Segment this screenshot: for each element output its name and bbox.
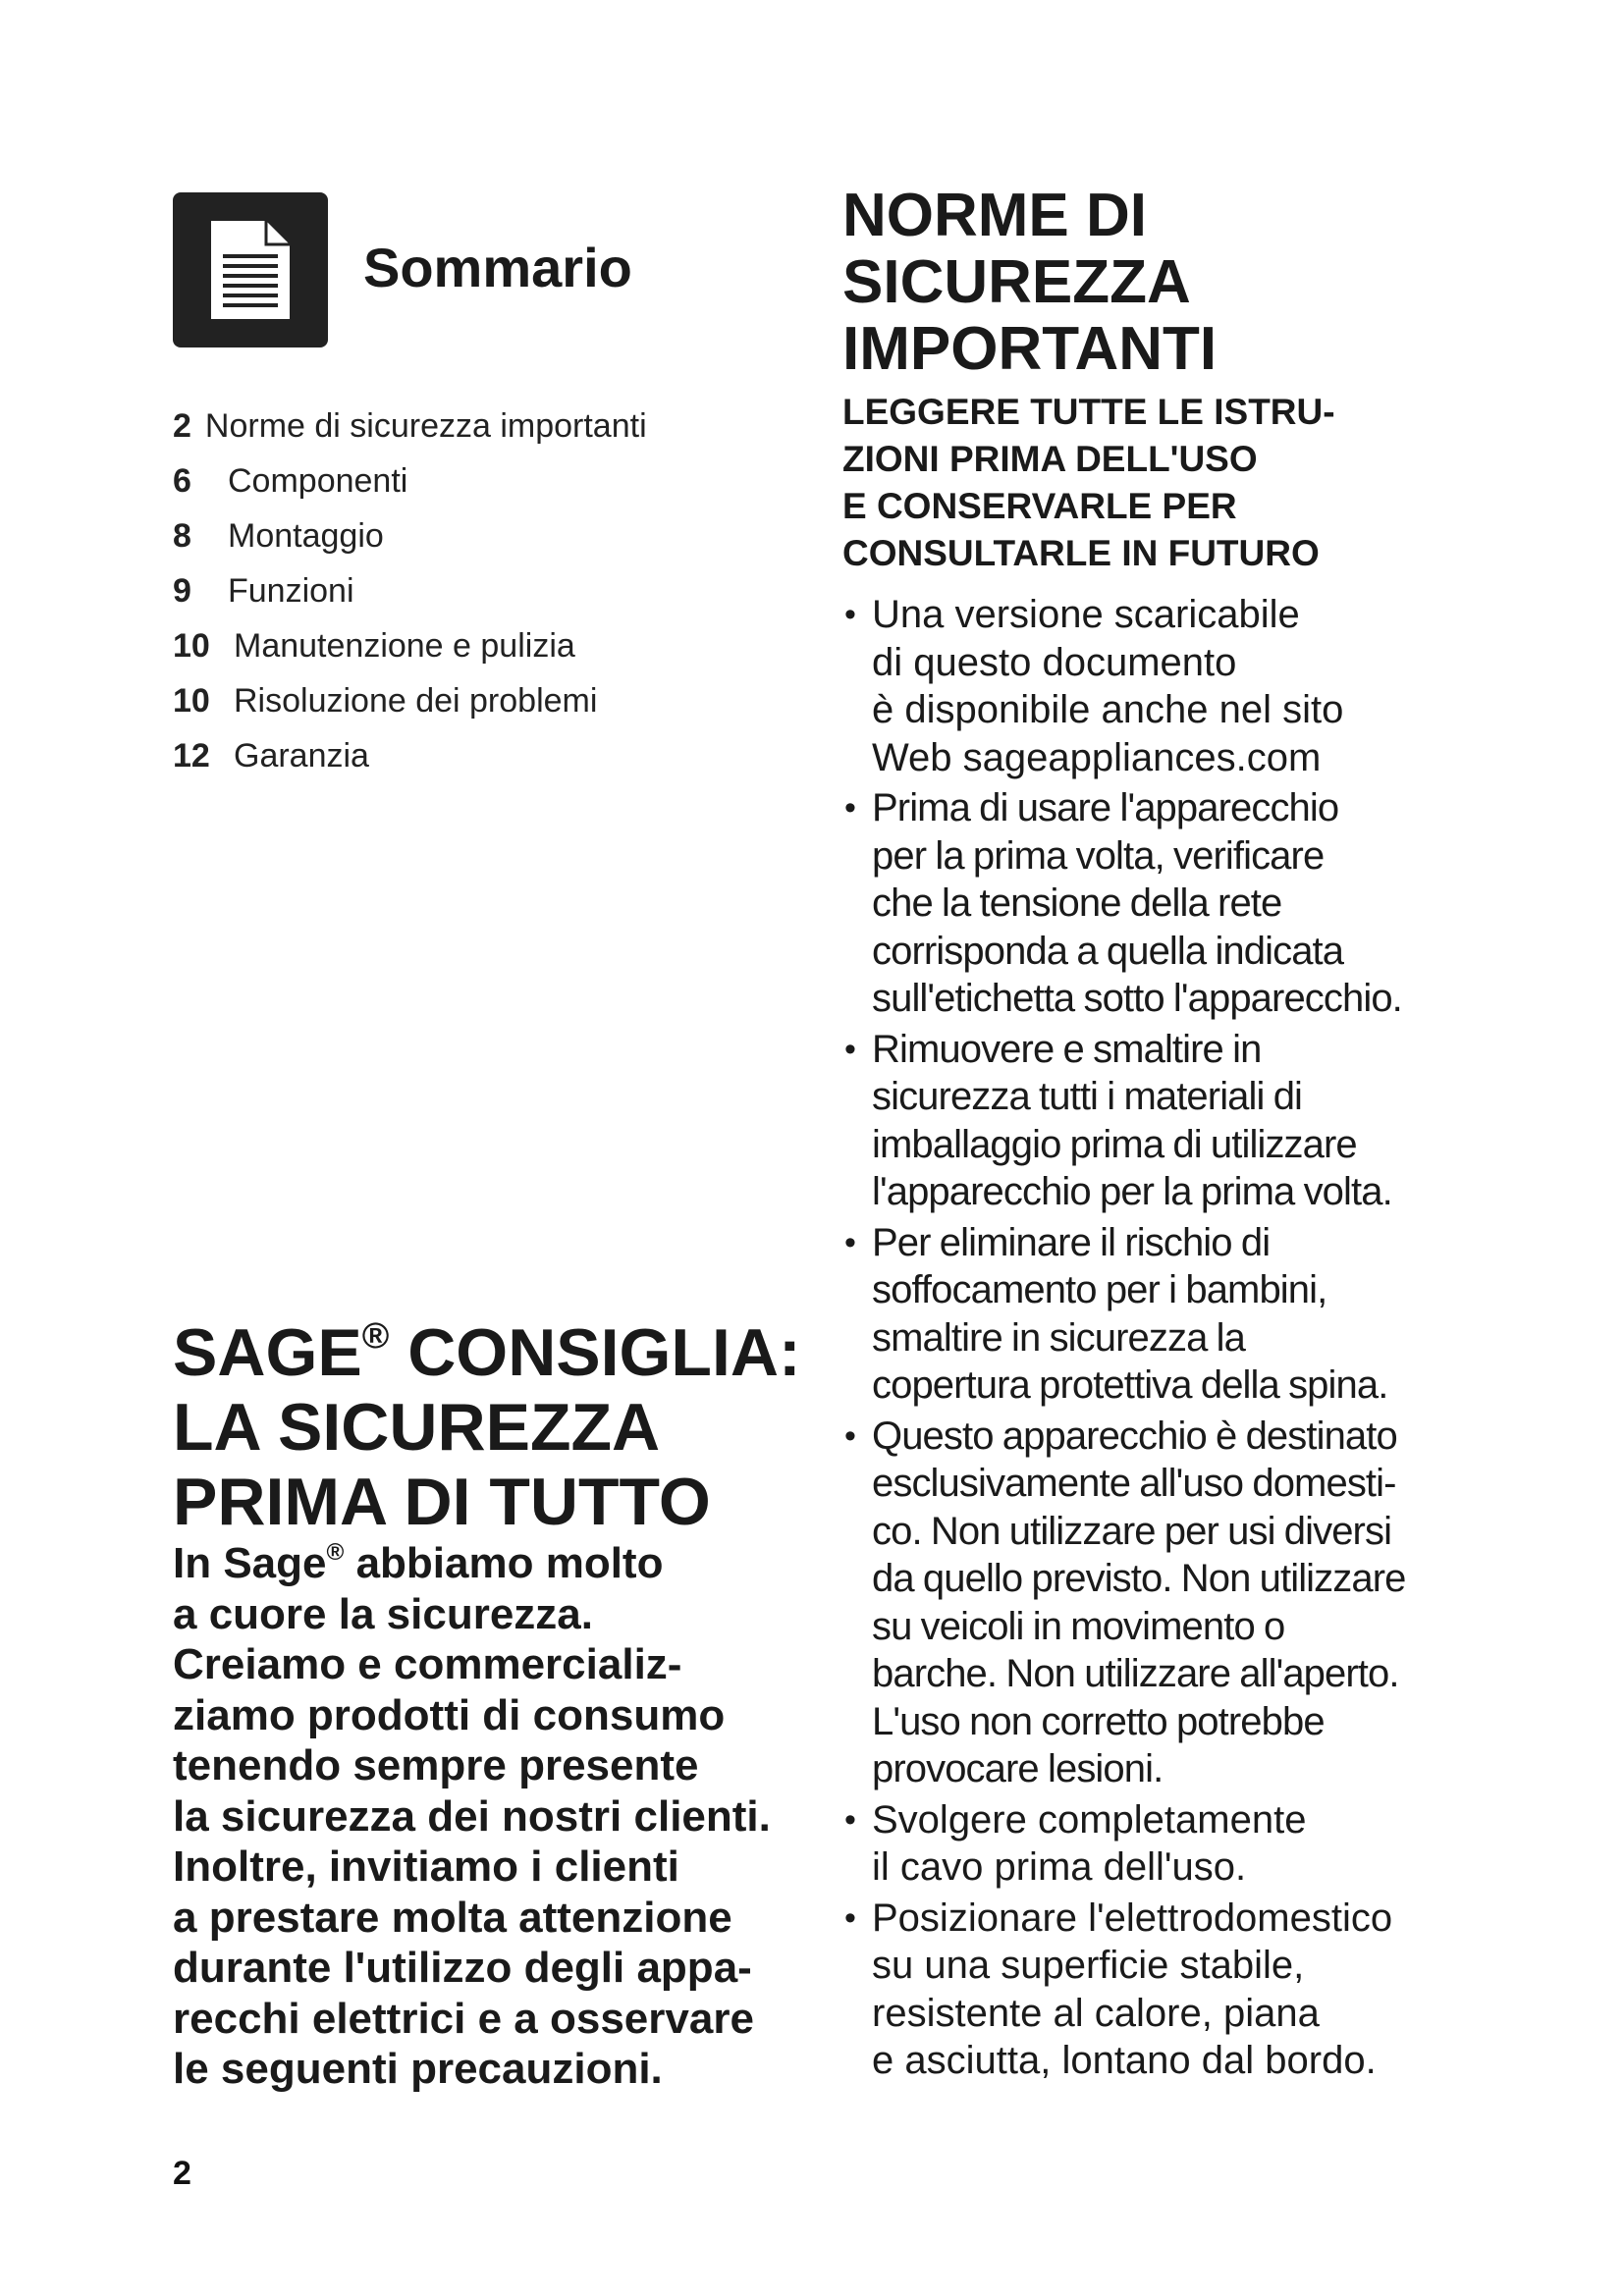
bullet-icon: • (844, 1416, 856, 1455)
bullet-line: Per eliminare il rischio di (872, 1220, 1271, 1264)
intro-text: In Sage (173, 1539, 327, 1587)
bullet-line: L'uso non corretto potrebbe (872, 1699, 1325, 1743)
intro-line: la sicurezza dei nostri clienti. (173, 1791, 771, 1841)
bullet-icon: • (844, 1898, 856, 1937)
bullet-line: Svolgere completamente (872, 1797, 1307, 1842)
bullet-line: l'apparecchio per la prima volta. (872, 1170, 1392, 1213)
toc-list (173, 399, 821, 783)
bullet-line: barche. Non utilizzare all'aperto. (872, 1652, 1399, 1695)
bullet-item (842, 784, 1490, 1023)
toc-item-label: Norme di sicurezza importanti (204, 406, 647, 445)
bullet-line: corrisponda a quella indicata (872, 929, 1344, 973)
toc-item[interactable] (173, 673, 821, 728)
bullet-line: co. Non utilizzare per usi diversi (872, 1509, 1392, 1553)
subheading-line: ZIONI PRIMA DELL'USO (842, 439, 1258, 479)
toc-title: Sommario (363, 236, 632, 298)
sage-brand: SAGE (173, 1315, 362, 1390)
intro-line: durante l'utilizzo degli appa- (173, 1944, 752, 1992)
heading-line: CONSIGLIA: (407, 1315, 801, 1390)
registered-mark: ® (326, 1538, 345, 1566)
bullet-line: Rimuovere e smaltire in (872, 1027, 1262, 1071)
heading-line: PRIMA DI TUTTO (173, 1465, 711, 1539)
bullet-line: Posizionare l'elettrodomestico (872, 1896, 1393, 1940)
intro-line: a prestare molta attenzione (173, 1893, 732, 1942)
bullet-line: su una superficie stabile, (872, 1944, 1305, 1987)
toc-page-number: 9 (173, 571, 191, 610)
page-number: 2 (173, 2155, 191, 2192)
left-column (173, 190, 821, 783)
intro-line: ziamo prodotti di consumo (173, 1690, 726, 1739)
heading-line: NORME DI (842, 182, 1147, 249)
bullet-line: sicurezza tutti i materiali di (872, 1075, 1303, 1118)
heading-line: SICUREZZA (842, 248, 1191, 316)
subheading-line: CONSULTARLE IN FUTURO (842, 533, 1320, 573)
toc-page-number: 8 (173, 516, 191, 555)
intro-line: a cuore la sicurezza. (173, 1589, 593, 1638)
document-icon (173, 192, 328, 347)
toc-item-label: Risoluzione dei problemi (234, 681, 598, 720)
bullet-line: il cavo prima dell'uso. (872, 1845, 1247, 1889)
safety-bullet-list (842, 591, 1490, 2085)
intro-line: le seguenti precauzioni. (173, 2045, 663, 2093)
bullet-line: resistente al calore, piana (872, 1991, 1320, 2035)
intro-line: Inoltre, invitiamo i clienti (173, 1842, 679, 1891)
bullet-line: e asciutta, lontano dal bordo. (872, 2039, 1377, 2082)
toc-item[interactable] (173, 399, 821, 454)
intro-text: abbiamo molto (355, 1539, 664, 1587)
bullet-item (842, 1413, 1490, 1793)
bullet-line: copertura protettiva della spina. (872, 1363, 1388, 1407)
bullet-line: imballaggio prima di utilizzare (872, 1122, 1357, 1166)
toc-item-label: Garanzia (234, 736, 369, 774)
intro-line: Creiamo e commercializ- (173, 1640, 682, 1688)
bullet-line: di questo documento (872, 640, 1237, 684)
bullet-line: per la prima volta, verificare (872, 833, 1325, 878)
safety-heading (842, 183, 1490, 383)
bullet-item (842, 591, 1490, 781)
toc-item-label: Componenti (228, 461, 408, 500)
bullet-line: che la tensione della rete (872, 881, 1282, 925)
toc-item[interactable] (173, 618, 821, 673)
bullet-item (842, 1219, 1490, 1410)
toc-item-label: Montaggio (228, 516, 384, 555)
bullet-icon: • (844, 1030, 856, 1068)
bullet-line: Questo apparecchio è destinato (872, 1414, 1397, 1458)
intro-line: tenendo sempre presente (173, 1741, 699, 1789)
toc-item[interactable] (173, 563, 821, 618)
toc-item-label: Manutenzione e pulizia (234, 626, 575, 665)
toc-page-number: 10 (173, 626, 210, 665)
bullet-icon: • (844, 1223, 856, 1261)
sage-safety-heading (173, 1315, 840, 1539)
bullet-line: sull'etichetta sotto l'apparecchio. (872, 977, 1402, 1020)
bullet-item (842, 1796, 1490, 1892)
bullet-line: su veicoli in movimento o (872, 1604, 1285, 1648)
toc-item-label: Funzioni (228, 571, 354, 610)
subheading-line: E CONSERVARLE PER (842, 486, 1237, 526)
bullet-icon: • (844, 596, 856, 633)
toc-page-number: 2 (173, 406, 191, 445)
bullet-icon: • (844, 1800, 856, 1839)
registered-mark: ® (361, 1313, 390, 1356)
intro-line: recchi elettrici e a osservare (173, 1994, 754, 2043)
bullet-line: provocare lesioni. (872, 1747, 1164, 1790)
toc-item[interactable] (173, 508, 821, 563)
toc-item[interactable] (173, 728, 821, 783)
toc-item[interactable] (173, 454, 821, 508)
bullet-line: esclusivamente all'uso domesti- (872, 1462, 1396, 1505)
toc-page-number: 10 (173, 681, 210, 720)
toc-page-number: 6 (173, 461, 191, 500)
toc-page-number: 12 (173, 736, 210, 774)
bullet-item (842, 1895, 1490, 2085)
bullet-item (842, 1026, 1490, 1216)
bullet-line: da quello previsto. Non utilizzare (872, 1557, 1406, 1600)
heading-line: IMPORTANTI (842, 315, 1218, 383)
sage-intro-paragraph (173, 1538, 840, 2095)
bullet-line: smaltire in sicurezza la (872, 1315, 1245, 1360)
right-column (842, 183, 1490, 2088)
bullet-line: è disponibile anche nel sito (872, 688, 1344, 731)
subheading-line: LEGGERE TUTTE LE ISTRU- (842, 392, 1335, 432)
bullet-line: Prima di usare l'apparecchio (872, 786, 1339, 829)
bullet-line: soffocamento per i bambini, (872, 1268, 1327, 1311)
bullet-line: Web sageappliances.com (872, 735, 1322, 779)
bullet-icon: • (844, 789, 856, 827)
heading-line: LA SICUREZZA (173, 1390, 661, 1465)
safety-subheading (842, 389, 1490, 577)
bullet-line: Una versione scaricabile (872, 593, 1300, 636)
toc-header (173, 190, 821, 349)
